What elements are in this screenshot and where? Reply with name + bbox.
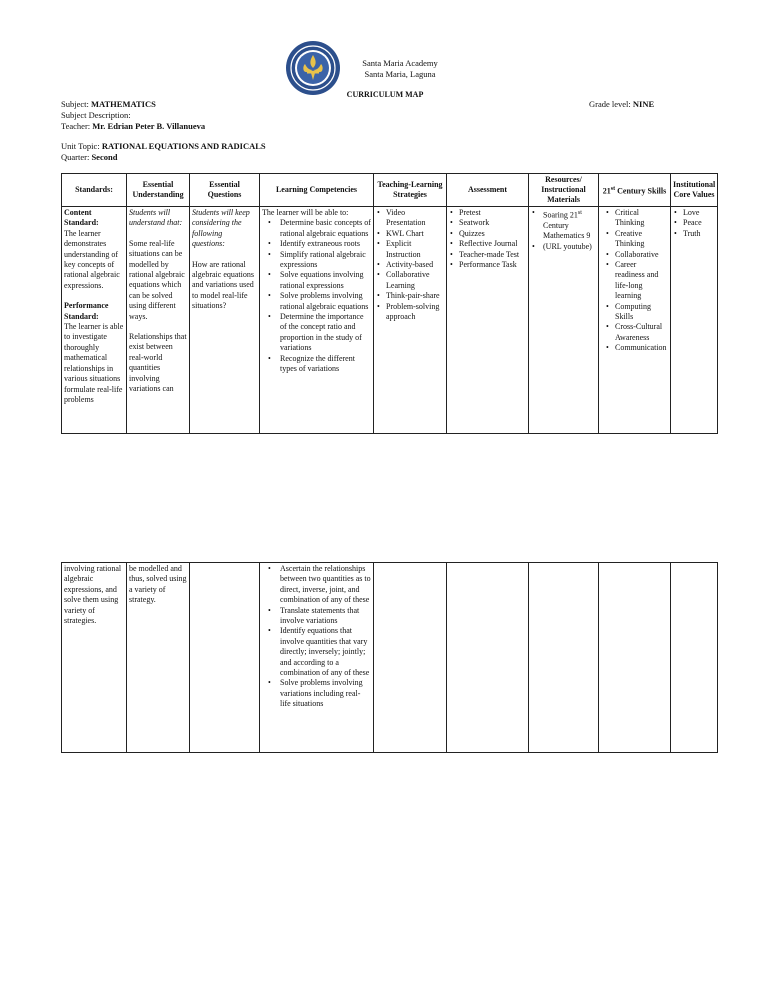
- resource-title: Soaring 21: [543, 210, 578, 220]
- col-essential-understanding: Essential Understanding: [127, 174, 190, 207]
- list-item: • Translate statements that involve variations: [262, 606, 371, 627]
- list-item: • Seatwork: [449, 218, 526, 228]
- assessment-cell: [447, 207, 529, 434]
- quarter-label: Quarter:: [61, 152, 90, 162]
- document-title: CURRICULUM MAP: [346, 90, 424, 99]
- values-list: [673, 208, 715, 239]
- col-core-values: Institutional Core Values: [671, 174, 718, 207]
- teacher-label: Teacher:: [61, 121, 91, 131]
- assessment-cell-continued: [447, 563, 529, 753]
- list-item: • Collaborative: [601, 250, 668, 260]
- list-item: [531, 208, 596, 242]
- strategies-list: [376, 208, 444, 322]
- col-assessment: Assessment: [447, 174, 529, 207]
- list-item: • Problem-solving approach: [376, 302, 444, 323]
- subject-description-label: Subject Description:: [61, 110, 131, 120]
- skills-cell: [599, 207, 671, 434]
- competencies-list-continued: [262, 564, 371, 710]
- table-row: [62, 207, 718, 434]
- list-item: • Communication: [601, 343, 668, 353]
- subject-label: Subject:: [61, 99, 89, 109]
- competencies-list: [262, 218, 371, 374]
- list-item: • Explicit Instruction: [376, 239, 444, 260]
- strategies-cell: [374, 207, 447, 434]
- list-item: • Collaborative Learning: [376, 270, 444, 291]
- col-essential-questions: Essential Questions: [190, 174, 260, 207]
- list-item: • Teacher-made Test: [449, 250, 526, 260]
- grade-value: NINE: [632, 99, 655, 109]
- list-item: • Performance Task: [449, 260, 526, 270]
- questions-cell: [190, 207, 260, 434]
- list-item: • Quizzes: [449, 229, 526, 239]
- values-cell-continued: [671, 563, 718, 753]
- quarter-line: [61, 152, 117, 163]
- skills-cell-continued: [599, 563, 671, 753]
- list-item: • Recognize the different types of variations: [262, 354, 371, 375]
- understanding-paragraph-1: Some real-life situations can be modelled by rational algebraic equations which can be solved using different ways.: [129, 238, 185, 321]
- assessment-list: [449, 208, 526, 270]
- list-item: • Computing Skills: [601, 302, 668, 323]
- subject-value: MATHEMATICS: [90, 99, 156, 109]
- subject-line: [61, 99, 156, 110]
- values-cell: [671, 207, 718, 434]
- standards-cell: [62, 207, 127, 434]
- competencies-intro: The learner will be able to:: [262, 208, 349, 217]
- list-item: • Determine the importance of the concept ratio and proportion in the study of variations: [262, 312, 371, 354]
- strategies-cell-continued: [374, 563, 447, 753]
- understanding-cell: [127, 207, 190, 434]
- skills-list: [601, 208, 668, 354]
- understanding-paragraph-2: Relationships that exist between real-world quantities involving variations can: [129, 332, 187, 394]
- competencies-cell-continued: [260, 563, 374, 753]
- col-21st-century-skills: [599, 174, 671, 207]
- col-resources: Resources/ Instructional Materials: [529, 174, 599, 207]
- school-name: Santa Maria Academy: [362, 58, 438, 68]
- content-standard-label: Content Standard:: [64, 208, 99, 228]
- curriculum-table-page2: [61, 562, 718, 753]
- teacher-value: Mr. Edrian Peter B. Villanueva: [92, 121, 206, 131]
- content-standard-text: The learner demonstrates understanding of key concepts of rational algebraic expressions.: [64, 228, 120, 290]
- list-item: • KWL Chart: [376, 229, 444, 239]
- school-seal-logo: [285, 40, 341, 96]
- resources-cell-continued: [529, 563, 599, 753]
- understanding-cell-continued: be modelled and thus, solved using a variety of strategy.: [127, 563, 190, 753]
- list-item: • Peace: [673, 218, 715, 228]
- table-header-row: [62, 174, 718, 207]
- skills-header-number: 21: [602, 186, 611, 196]
- skills-header-text: Century Skills: [615, 186, 667, 196]
- questions-cell-continued: [190, 563, 260, 753]
- resource-title-sup: st: [577, 210, 582, 216]
- quarter-value: Second: [91, 152, 118, 162]
- grade-level-line: [589, 99, 654, 110]
- table-row: [62, 563, 718, 753]
- skills-header-sup: st: [610, 185, 616, 192]
- list-item: • Creative Thinking: [601, 229, 668, 250]
- list-item: • Cross-Cultural Awareness: [601, 322, 668, 343]
- standards-cell-continued: involving rational algebraic expressions, and solve them using variety of strategies.: [62, 563, 127, 753]
- list-item: • Pretest: [449, 208, 526, 218]
- unit-value: RATIONAL EQUATIONS AND RADICALS: [101, 141, 266, 151]
- list-item: • Ascertain the relationships between two quantities as to direct, inverse, joint, and combination of any of these: [262, 564, 371, 606]
- teacher-line: [61, 121, 205, 132]
- list-item: • Solve problems involving variations including real-life situations: [262, 678, 371, 709]
- list-item: • Think-pair-share: [376, 291, 444, 301]
- performance-standard-label: Performance Standard:: [64, 301, 109, 321]
- list-item: • Activity-based: [376, 260, 444, 270]
- col-learning-competencies: Learning Competencies: [260, 174, 374, 207]
- list-item: • Determine basic concepts of rational algebraic equations: [262, 218, 371, 239]
- grade-label: Grade level:: [589, 99, 631, 109]
- unit-topic-line: [61, 141, 266, 152]
- list-item: • Career readiness and life-long learning: [601, 260, 668, 302]
- list-item: • Identify extraneous roots: [262, 239, 371, 249]
- resources-list: [531, 208, 596, 252]
- essential-question-1: How are rational algebraic equations and variations used to model real-life situations?: [192, 259, 254, 311]
- school-location: Santa Maria, Laguna: [364, 69, 436, 79]
- understanding-intro: Students will understand that:: [129, 208, 183, 228]
- competencies-cell: [260, 207, 374, 434]
- list-item: • Simplify rational algebraic expressions: [262, 250, 371, 271]
- list-item: • Truth: [673, 229, 715, 239]
- questions-intro: Students will keep considering the following questions:: [192, 208, 250, 249]
- col-teaching-strategies: Teaching-Learning Strategies: [374, 174, 447, 207]
- list-item: • Love: [673, 208, 715, 218]
- resource-title-rest: Century Mathematics 9: [543, 221, 591, 241]
- col-standards: Standards:: [62, 174, 127, 207]
- list-item: • (URL youtube): [531, 242, 596, 252]
- list-item: • Solve equations involving rational expressions: [262, 270, 371, 291]
- list-item: • Solve problems involving rational algebraic equations: [262, 291, 371, 312]
- list-item: • Identify equations that involve quantities that vary directly; inversely; jointly; and according to a combination of any of these: [262, 626, 371, 678]
- list-item: • Critical Thinking: [601, 208, 668, 229]
- curriculum-table-page1: [61, 173, 718, 434]
- list-item: • Reflective Journal: [449, 239, 526, 249]
- subject-description-line: [61, 110, 131, 121]
- resources-cell: [529, 207, 599, 434]
- list-item: • Video Presentation: [376, 208, 444, 229]
- unit-label: Unit Topic:: [61, 141, 100, 151]
- performance-standard-text: The learner is able to investigate thoroughly mathematical relationships in various situations formulate real-life problems: [64, 322, 124, 404]
